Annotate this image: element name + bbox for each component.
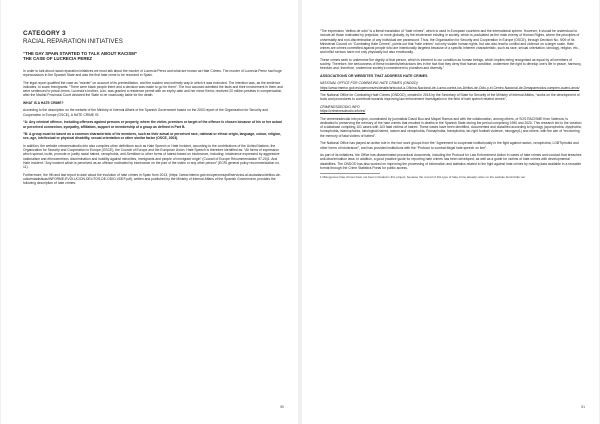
paragraph-quote-1: “The expression “delitos de odio” is a literal translation of “hate crimes”, which is used in European countries and the international sphere. However, it should be understood to include all those motivated by prejudice, or more globally, by the intolerance existing in society, which is postulated as the main enemy of Human Rights, where the principles of universality and non-discrimination of any individual are paramount. Thus, the Organization for Security and Cooperation in Europe (OSCE), through Decision No. 9/09 of its Ministerial Council on “Combating Hate Crimes”, points out that “hate crimes” not only violate human rights, but can also lead to conflict and violence on a larger scale. Hate crimes are crimes committed against people who are intentionally targeted because of a specific inherent characteristic, such as race, sexual orientation, ideology, religion, etc., and inflict serious harm not only physically but also emotionally.	[320, 29, 580, 55]
paragraph-definition-source: According to the description on the website of the Ministry of Internal Affairs of the Spanish Government based on the 2003 report of the Organization for Security and Cooperation in Europe (OSCE), A HATE CRIME IS:	[23, 108, 268, 117]
footnote-divider	[320, 173, 380, 174]
org-crimenes-link[interactable]: https://crimenesdeodio.info/es/	[320, 109, 366, 114]
case-title: “THE DAY SPAIN STARTED TO TALK ABOUT RACISM”	[23, 51, 138, 56]
paragraph-hate-speech: In addition, the website crimenesdeodio.info also compiles other definitions such as Hate Speech or Hate Incident, according to the contributions of the United Nations, the Organization for Security and Cooperation in Europe (OSCE), the Council of Europe and the European Union. Hate Speech is therefore identified as: “All forms of expression which spread, incite, promote or justify racial hatred, xenophobia, anti-Semitism or other forms of hatred based on intolerance, including: intolerance expressed by aggressive nationalism and ethnocentrism, discrimination and hostility against minorities, immigrants and people of immigrant origin” (Council of Europe Recommendation 97-20)1. And Hate Incident: “Any incident which is perceived as an offence motivated by intolerance on the part of the victim or any other person” (ECRI general policy recommendation no. 11).	[23, 143, 280, 170]
paragraph-report: Furthermore, the 9th and last report to date about the evolution of hate crimes in Spain from 2013, (https: //www.interior.gob.es/opencms/pdf/servicios-al-ciudadano/delitos-de-odio/estadisticas/INFORME-EVOLUCION-DELITOS-DE-ODIO-VDEF.pdf), written and published by the Ministry of Internal Affairs of the Spanish Government, provides the following description of hate crimes:	[23, 172, 281, 186]
footnote: 1 Misogynous hate crimes have not been included in this project, because the record of this type of hate crime already relies on the website feminicidio.net	[320, 174, 525, 179]
org-ondod-link[interactable]: https://www.interior.gob.es/opencms/es/detalle/articulo/La-Oficina-Nacional-de-Lucha-contra-los-Delitos-de-Odio-y-el-Centro-Nacional-de-Desaparecidos-cumplen-cuatro-anos/	[320, 85, 580, 90]
paragraph-intro: In order to talk about racial reparation initiatives we must talk about the murder of Lucrecia Perez and what are known as Hate Crimes. The murder of Lucrecia Perez had huge repercussions in the Spanish State and was the first hate crime to be recorded in Spain.	[23, 68, 282, 78]
org-crimenes-description: The crimenesdeodio.info project, coordinated by journalists David Bou and Miquel Ramos and with the collaboration, among others, of SOS RACISME from Valencia, is dedicated to preserving the memory of the hate crimes that resulted in deaths in the Spanish State during the period comprising 1990 and 2020. This research led to the creation of a database compiling 101 cases with 103 fatal victims of hatred. These cases have been identified, documented and classified according to typology (aporophobia, dysphobia, homophobia, islamophobia, ideological hatred, racism and xenophobia, Romaphobia, transphobia, far-right football violence, misogyny1) and others, with the aim of “recovering the memory of fatal victims of hatred”.	[320, 116, 582, 138]
paragraph-work-groups: The National Office has played an active role in the four work groups from the “Agreement to cooperate institutionally in the fight against racism, xenophobia, LGBTIphobia and other forms of intolerance”, and has provided institutions with the “Protocol to combat illegal hate speech on line”.	[320, 141, 579, 150]
definition-a: “A: Any criminal offence, including offences against persons or property, where the victim, premises or target of the offence is chosen because of his or her actual or perceived connection, sympathy, affiliation, support or membership of a group as defined in Part B.	[23, 120, 282, 129]
category-subtitle: RACIAL REPARATION INITIATIVES	[23, 37, 123, 45]
category-heading: CATEGORY 3	[23, 30, 66, 37]
right-page	[302, 0, 599, 424]
page-number: 51	[581, 405, 585, 409]
org-ondod-description: The National Office for Combating Hate Crimes (ONDOD), created in 2018 by the Secretary of State for Security of the Ministry of Internal Affairs, “works on the development of tools and procedures to contribute towards improving law enforcement investigation in the field of hate speech related crimes”.	[320, 93, 580, 102]
paragraph-initiatives: As part of its initiatives, the Office has disseminated procedural documents, including the Protocol for Law Enforcement Action in cases of hate crimes and conduct that breaches anti-discrimination laws. In addition, a good practice guide for reporting hate crimes has been developed, as well as a guide for victims of hate crimes with developmental disabilities. The ONDOD has also worked on improving the processing of information and statistics related to the fight against hate crimes by making data available in a reusable format through the Crime Statistics Portal for public access.	[320, 153, 582, 170]
left-page-content	[23, 30, 284, 189]
section-heading: ASSOCIATIONS OR WEBSITES THAT ADDRESS HATE CRIMES	[320, 73, 428, 78]
definition-b: “B: A group must be based on a common characteristic of its members, such as their actual or perceived race, national or ethnic origin, language, colour, religion, sex, age, intellectual or physical disability, sexual orientation or other similar factor (OSCE, 2003).	[23, 132, 282, 141]
right-page-content	[320, 29, 583, 180]
hate-crime-question: WHAT IS A HATE CRIME?	[23, 100, 64, 105]
org-crimenes-name: CRIMENESDEODIO.INFO	[320, 104, 360, 109]
paragraph-legal-report: The legal report qualified the case as “murder” on account of its premeditation, and the sudden and untimely way in which it was executed. The intention was, as the sentence indicates, to scare immigrants: “There were black people there and a decision was made to go for them”. The four accused admitted the facts and their involvement in them and were sentenced to prison terms. Lucrecia’s brother, Luis, was granted a residence permit with an expiry date and her niece Kenia, received 20 million pesetas in compensation, after the Madrid Provincial Court declared the State to be vicariously liable for the death.	[23, 80, 283, 98]
org-ondod-name: NATIONAL OFFICE FOR COMBATING HATE CRIMES (ONDOD)	[320, 81, 418, 86]
left-page	[1, 0, 298, 424]
case-subtitle: THE CASE OF LUCRECIA PEREZ	[23, 56, 93, 62]
page-number: 50	[280, 405, 284, 409]
paragraph-quote-2: These crimes seek to undermine the dignity of that person, which is inherent to our condition as human beings, which implies being recognised as equal by all members of society. Therefore, the seriousness of these incidents/behaviours lies in the fact that they deny that human condition, undermine the right to develop one’s life in peace, harmony, freedom and, therefore, undermine society’s commitment to pluralism and diversity.”	[320, 57, 582, 71]
